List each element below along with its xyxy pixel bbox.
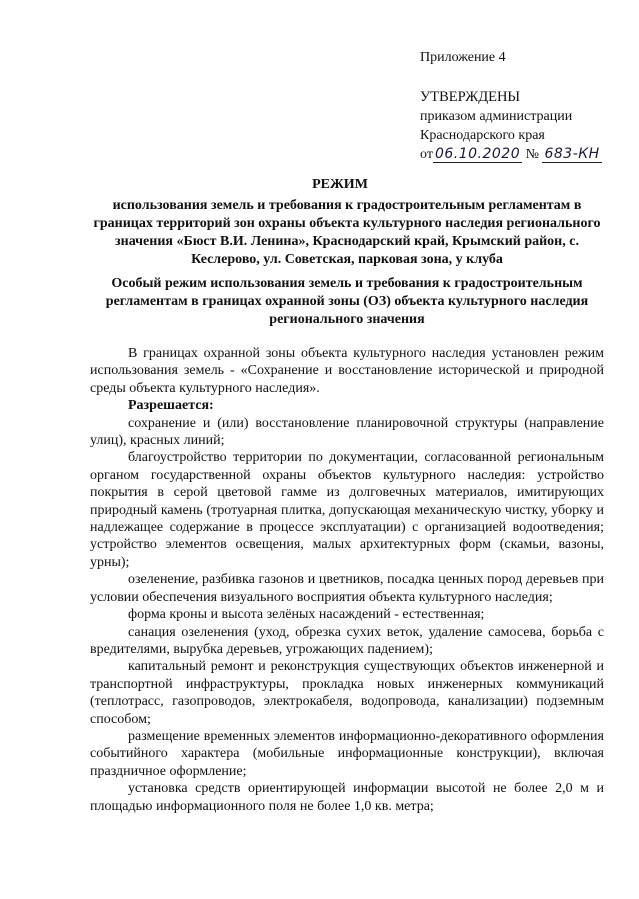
approved-title: УТВЕРЖДЕНЫ <box>420 89 521 105</box>
date-number-line <box>420 145 602 164</box>
document-subtitle: использования земель и требования к градостроительным регламентам в границах территорий зон охраны объекта культурного наследия регионального значения «Бюст В.И. Ленина», Краснодарский край, Крымский район, с. Кеслерово, ул. Советская, парковая зона, у клуба <box>93 198 601 267</box>
list-item: озеленение, разбивка газонов и цветников, посадка ценных пород деревьев при условии обеспечения визуального восприятия объекта культурного наследия; <box>90 572 604 605</box>
list-item: благоустройство территории по документации, согласованной региональным органом государственной охраны объектов культурного наследия: устройство покрытия в серой цветовой гамме из долговечных материалов, имитирующих природный камень (тротуарная плитка, допускающая механическую чистку, уборку и надлежащее содержание в процессе эксплуатации) с организацией водоотведения; устройство элементов освещения, малых архитектурных форм (скамьи, вазоны, урны); <box>90 450 604 570</box>
number-prefix: № <box>525 147 539 162</box>
list-item: установка средств ориентирующей информации высотой не более 2,0 м и площадью информационного поля не более 1,0 кв. метра; <box>90 781 604 814</box>
intro-paragraph: В границах охранной зоны объекта культурного наследия установлен режим использования земель - «Сохранение и восстановление исторической и природной среды объекта культурного наследия». <box>90 346 604 396</box>
appendix-label: Приложение 4 <box>420 50 506 65</box>
list-item: размещение временных элементов информационно-декоративного оформления событийного характера (мобильные информационные конструкции), включая праздничное оформление; <box>90 728 604 779</box>
document-title: РЕЖИМ <box>312 177 368 192</box>
list-item: капитальный ремонт и реконструкция существующих объектов инженерной и транспортной инфраструктуры, прокладка новых инженерных коммуникаций (теплотрасс, газопроводов, электрокабеля, водопровода, канализации) подземным способом; <box>90 659 604 727</box>
list-item: форма кроны и высота зелёных насаждений - естественная; <box>128 607 485 623</box>
list-item: санация озеленения (уход, обрезка сухих веток, удаление самосева, борьба с вредителями, вырубка деревьев, угрожающих падением); <box>90 624 604 657</box>
approved-line-2: приказом администрации <box>420 109 573 124</box>
date-prefix: от <box>420 147 433 162</box>
handwritten-number: 683-КН <box>544 146 600 162</box>
handwritten-date: 06.10.2020 <box>434 146 521 162</box>
allowed-heading: Разрешается: <box>128 398 214 414</box>
section-title: Особый режим использования земель и требования к градостроительным регламентам в границах охранной зоны (ОЗ) объекта культурного наследия регионального значения <box>105 276 589 327</box>
document-body <box>90 345 604 815</box>
approval-block <box>420 88 602 164</box>
approved-line-3: Краснодарского края <box>420 128 545 143</box>
list-item: сохранение и (или) восстановление планировочной структуры (направление улиц), красных линий; <box>90 415 604 449</box>
